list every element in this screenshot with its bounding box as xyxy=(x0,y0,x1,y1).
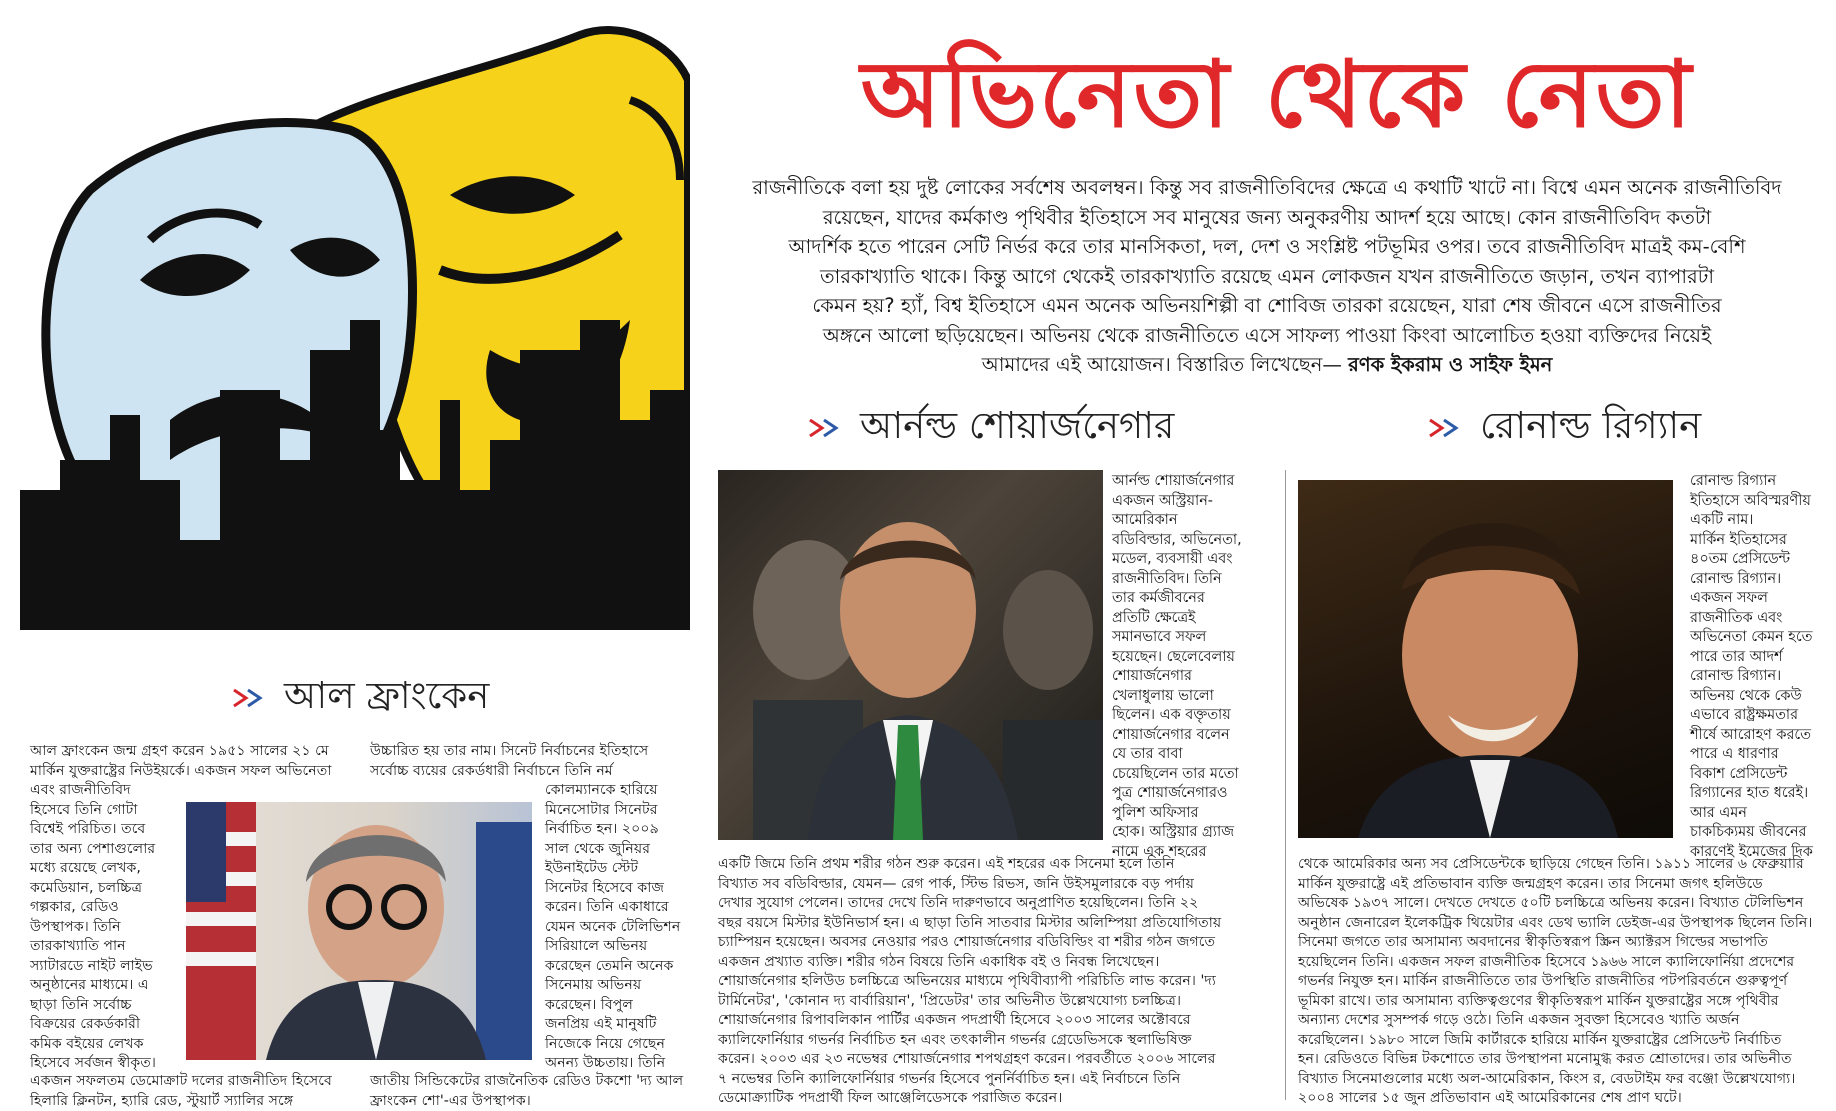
text-line: ক্যালিফোর্নিয়ার গভর্নর নির্বাচিত হন এবং তৎকালীন গভর্নর গ্রেডেভিসকে স্থলাভিষিক্ত xyxy=(718,1031,1273,1051)
text-line: ইতিহাসে অবিস্মরণীয় xyxy=(1690,492,1835,512)
text-line: বছর বয়সে মিস্টার ইউনিভার্স হন। এ ছাড়া তিনি সাতবার মিস্টার অলিম্পিয়া প্রতিযোগিতায় xyxy=(718,914,1273,934)
double-chevron-icon xyxy=(1428,417,1466,439)
text-line: অভিনয় থেকে কেউ xyxy=(1690,687,1835,707)
al-right-top xyxy=(370,742,700,781)
text-line: শীর্ষে আরোহণ করতে xyxy=(1690,726,1835,746)
text-line: করেছিলেন। ১৯৮০ সালে জিমি কার্টারকে হারিয়ে মার্কিন যুক্তরাষ্ট্রের প্রেসিডেন্ট নির্বাচিত xyxy=(1298,1031,1833,1051)
text-line: হিসেবে তিনি গোটা xyxy=(30,801,180,821)
text-line: ইউনাইটেড স্টেট xyxy=(545,859,705,879)
text-line: থেকে আমেরিকার অন্য সব প্রেসিডেন্টকে ছাড়িয়ে গেছেন তিনি। ১৯১১ সালের ৬ ফেব্রুয়ারি xyxy=(1298,855,1833,875)
text-line: যেমন অনেক টেলিভিশন xyxy=(545,918,705,938)
text-line: জনপ্রিয় এই মানুষটি xyxy=(545,1015,705,1035)
text-line: মার্কিন ইতিহাসের xyxy=(1690,531,1835,551)
text-line: করেন। তিনি একাধারে xyxy=(545,898,705,918)
text-line: নামে এক শহরের xyxy=(1112,843,1272,863)
text-line: গভর্নর নিযুক্ত হন। মার্কিন রাজনীতিতে তার উপস্থিতি রাজনীতির পটপরিবর্তনে গুরুত্বপূর্ণ xyxy=(1298,972,1833,992)
text-line: ৭ নভেম্বর তিনি ক্যালিফোর্নিয়ার গভর্নর হিসেবে পুনর্নির্বাচিত হন। এই নির্বাচনে তিনি xyxy=(718,1070,1273,1090)
text-line: দেখার সুযোগ পেলেন। তাদের দেখে তিনি দারুণভাবে অনুপ্রাণিত হয়েছিলেন। তিনি ২২ xyxy=(718,894,1273,914)
text-line: মধ্যে রয়েছে লেখক, xyxy=(30,859,180,879)
reagan-side-column xyxy=(1690,472,1835,862)
section-heading-text: রোনাল্ড রিগ্যান xyxy=(1480,404,1701,447)
text-line: পারে তার আদর্শ xyxy=(1690,648,1835,668)
text-line: হয়েছিলেন তিনি। একজন সফল রাজনীতিক হিসেবে ১৯৬৬ সালে ক্যালিফোর্নিয়া প্রদেশের xyxy=(1298,953,1833,973)
text-line: একজন সফলতম ডেমোক্রাট দলের রাজনীতিদ হিসেবে xyxy=(30,1072,365,1092)
theatre-masks-illustration xyxy=(20,20,690,650)
text-line: বিশ্বেই পরিচিত। তবে xyxy=(30,820,180,840)
text-line: ৪০তম প্রেসিডেন্ট xyxy=(1690,550,1835,570)
text-line: মডেল, ব্যবসায়ী এবং xyxy=(1112,550,1272,570)
text-line: অন্যান্য দেশের সুসম্পর্ক গড়ে ওঠে। তিনি একজন সুবক্তা হিসেবেও খ্যাতি অর্জন xyxy=(1298,1011,1833,1031)
text-line: উপস্থাপক। তিনি xyxy=(30,918,180,938)
text-line: রাজনীতিবিদ। তিনি xyxy=(1112,570,1272,590)
text-line: সর্বোচ্চ ব্যয়ের রেকর্ডধারী নির্বাচনে তিনি নর্ম xyxy=(370,762,700,782)
intro-line: আদর্শিক হতে পারেন সেটি নির্ভর করে তার মানসিকতা, দল, দেশ ও সংশ্লিষ্ট পটভূমির ওপর। তবে রাজনীতিবিদ মাত্রই কম-বেশি xyxy=(712,232,1822,262)
intro-line: অঙ্গনে আলো ছড়িয়েছেন। অভিনয় থেকে রাজনীতিতে এসে সাফল্য পাওয়া কিংবা আলোচিত হওয়া ব্যক্তিদের নিয়েই xyxy=(712,321,1822,351)
text-line: সিনেমা জগতে তার অসামান্য অবদানের স্বীকৃতিস্বরূপ স্ক্রিন অ্যাক্টরস গিল্ডের সভাপতি xyxy=(1298,933,1833,953)
text-line: আল ফ্রাংকেন জন্ম গ্রহণ করেন ১৯৫১ সালের ২১ মে xyxy=(30,742,365,762)
text-line: বডিবিল্ডার, অভিনেতা, xyxy=(1112,531,1272,551)
text-line: ফ্রাংকেন শো'-এর উপস্থাপক। xyxy=(370,1092,705,1111)
text-line: করেছেন তেমনি অনেক xyxy=(545,957,705,977)
text-line: টার্মিনেটর', 'কোনান দ্য বার্বারিয়ান', 'প্রিডেটর' তার অভিনীত উল্লেখযোগ্য চলচ্চিত্র। xyxy=(718,992,1273,1012)
section-heading-reagan xyxy=(1428,402,1701,450)
al-left-column xyxy=(30,781,180,1074)
text-line: রোনাল্ড রিগ্যান। xyxy=(1690,570,1835,590)
text-line: মার্কিন যুক্তরাষ্ট্রে এই প্রতিভাবান ব্যক্তি জন্মগ্রহণ করেন। তার সিনেমা জগৎ হলিউডে xyxy=(1298,875,1833,895)
al-franken-photo xyxy=(186,802,532,1060)
text-line: হয়েছেন। ছেলেবেলায় xyxy=(1112,648,1272,668)
page-headline: অভিনেতা থেকে নেতা xyxy=(752,30,1802,160)
text-line: ছিলেন। এক বক্তৃতায় xyxy=(1112,706,1272,726)
al-left-top xyxy=(30,742,365,781)
text-line: শোয়ার্জনেগার xyxy=(1112,667,1272,687)
text-line: অনুষ্ঠানের মাধ্যমে। এ xyxy=(30,976,180,996)
text-line: একটি জিমে তিনি প্রথম শরীর গঠন শুরু করেন। এই শহরের এক সিনেমা হলে তিনি xyxy=(718,855,1273,875)
text-line: করেন। ২০০৩ এর ২৩ নভেম্বর শোয়ার্জনেগার শপথগ্রহণ করেন। পরবর্তীতে ২০০৬ সালের xyxy=(718,1050,1273,1070)
reagan-photo xyxy=(1298,480,1673,838)
text-line: একজন সফল xyxy=(1690,589,1835,609)
text-line: অভিনেতা কেমন হতে xyxy=(1690,628,1835,648)
arnold-bottom-column xyxy=(718,855,1273,1109)
text-line: রাজনীতিক এবং xyxy=(1690,609,1835,629)
text-line: তার অন্য পেশাগুলোর xyxy=(30,840,180,860)
text-line: বিক্রয়ের রেকর্ডকারী xyxy=(30,1015,180,1035)
text-line: আর এমন xyxy=(1690,804,1835,824)
text-line: নির্বাচিত হন। ২০০৯ xyxy=(545,820,705,840)
text-line: কারণেই ইমেজের দিক xyxy=(1690,843,1835,863)
text-line: শোয়ার্জনেগার বলেন xyxy=(1112,726,1272,746)
section-heading-text: আর্নল্ড শোয়ার্জনেগার xyxy=(860,404,1174,447)
al-left-bottom xyxy=(30,1072,365,1111)
text-line: একটি নাম। xyxy=(1690,511,1835,531)
text-line: বিকাশ প্রেসিডেন্ট xyxy=(1690,765,1835,785)
text-line: তারকাখ্যাতি পান xyxy=(30,937,180,957)
text-line: আর্নল্ড শোয়ার্জনেগার xyxy=(1112,472,1272,492)
text-line: তার কর্মজীবনের xyxy=(1112,589,1272,609)
text-line: ভূমিকা রাখে। তার অসামান্য ব্যক্তিত্বগুণের স্বীকৃতিস্বরূপ মার্কিন যুক্তরাষ্ট্রের সঙ্গে পৃথিবীর xyxy=(1298,992,1833,1012)
text-line: জাতীয় সিন্ডিকেটের রাজনৈতিক রেডিও টকশো 'দ্য আল xyxy=(370,1072,705,1092)
text-line: কমিক বইয়ের লেখক xyxy=(30,1035,180,1055)
reagan-bottom-column xyxy=(1298,855,1833,1109)
text-line: চেয়েছিলেন তার মতো xyxy=(1112,765,1272,785)
text-line: সিনেটর হিসেবে কাজ xyxy=(545,879,705,899)
text-line: চ্যাম্পিয়ন হয়েছেন। অবসর নেওয়ার পরও শোয়ার্জনেগার বডিবিল্ডিং বা শরীর গঠন জগতে xyxy=(718,933,1273,953)
text-line: একজন অস্ট্রিয়ান- xyxy=(1112,492,1272,512)
text-line: হিলারি ক্লিনটন, হ্যারি রেড, স্টুয়ার্ট স্যালির সঙ্গে xyxy=(30,1092,365,1111)
text-line: মিনেসোটার সিনেটর xyxy=(545,801,705,821)
text-line: অনুষ্ঠান জেনারেল ইলেকট্রিক থিয়েটার এবং ডেথ ভ্যালি ডেইজ-এর উপস্থাপক ছিলেন তিনি। xyxy=(1298,914,1833,934)
text-line: বিখ্যাত সব বডিবিল্ডার, যেমন— রেগ পার্ক, স্টিভ রিভস, জনি উইসমুলারকে বড় পর্দায় xyxy=(718,875,1273,895)
text-line: এভাবে রাষ্ট্রক্ষমতার xyxy=(1690,706,1835,726)
text-line: স্যাটারডে নাইট লাইভ xyxy=(30,957,180,977)
column-divider xyxy=(1285,470,1286,1100)
text-line: কমেডিয়ান, চলচ্চিত্র xyxy=(30,879,180,899)
text-line: সিরিয়ালে অভিনয় xyxy=(545,937,705,957)
text-line: উচ্চারিত হয় তার নাম। সিনেট নির্বাচনের ইতিহাসে xyxy=(370,742,700,762)
text-line: যে তার বাবা xyxy=(1112,745,1272,765)
byline: রণক ইকরাম ও সাইফ ইমন xyxy=(1348,353,1552,376)
double-chevron-icon xyxy=(232,687,270,709)
text-line: আমেরিকান xyxy=(1112,511,1272,531)
text-line: করেছেন। বিপুল xyxy=(545,996,705,1016)
text-line: সিনেমায় অভিনয় xyxy=(545,976,705,996)
text-line: হোক। অস্ট্রিয়ার গ্র্যাজ xyxy=(1112,823,1272,843)
text-line: এবং রাজনীতিবিদ xyxy=(30,781,180,801)
intro-line: রয়েছেন, যাদের কর্মকাণ্ড পৃথিবীর ইতিহাসে সব মানুষের জন্য অনুকরণীয় আদর্শ হয়ে আছে। কোন রাজনীতিবিদ কতটা xyxy=(712,203,1822,233)
text-line: হন। রেডিওতে বিভিন্ন টকশোতে তার উপস্থাপনা মনোমুগ্ধ করত শ্রোতাদের। তার অভিনীত xyxy=(1298,1050,1833,1070)
text-line: পুলিশ অফিসার xyxy=(1112,804,1272,824)
text-line: রোনাল্ড রিগ্যান xyxy=(1690,472,1835,492)
text-line: হিসেবে সর্বজন স্বীকৃত। xyxy=(30,1054,180,1074)
section-heading-al xyxy=(232,672,489,720)
text-line: শোয়ার্জনেগার হলিউড চলচ্চিত্রে অভিনয়ের মাধ্যমে পৃথিবীব্যাপী পরিচিতি লাভ করেন। 'দ্য xyxy=(718,972,1273,992)
intro-last-line: আমাদের এই আয়োজন। বিস্তারিত লিখেছেন— xyxy=(982,353,1342,376)
double-chevron-icon xyxy=(808,417,846,439)
text-line: শোয়ার্জনেগার রিপাবলিকান পার্টির একজন পদপ্রার্থী হিসেবে ২০০৩ সালের অক্টোবরে xyxy=(718,1011,1273,1031)
intro-line: রাজনীতিকে বলা হয় দুষ্ট লোকের সর্বশেষ অবলম্বন। কিন্তু সব রাজনীতিবিদের ক্ষেত্রে এ কথাটি খাটে না। বিশ্বে এমন অনেক রাজনীতিবিদ xyxy=(712,173,1822,203)
arnold-side-column xyxy=(1112,472,1272,862)
text-line: চাকচিক্যময় জীবনের xyxy=(1690,823,1835,843)
section-heading-text: আল ফ্রাংকেন xyxy=(284,674,489,717)
text-line: গল্পকার, রেডিও xyxy=(30,898,180,918)
text-line: সমানভাবে সফল xyxy=(1112,628,1272,648)
text-line: কোলম্যানকে হারিয়ে xyxy=(545,781,705,801)
text-line: রিগ্যানের হাত ধরেই। xyxy=(1690,784,1835,804)
arnold-photo xyxy=(718,470,1103,840)
intro-line: তারকাখ্যাতি থাকে। কিন্তু আগে থেকেই তারকাখ্যাতি রয়েছে এমন লোকজন যখন রাজনীতিতে জড়ান, তখন ব্যাপারটা xyxy=(712,262,1822,292)
intro-paragraph xyxy=(712,173,1822,380)
text-line: পারে এ ধারণার xyxy=(1690,745,1835,765)
text-line: অনন্য উচ্চতায়। তিনি xyxy=(545,1054,705,1074)
intro-line xyxy=(712,350,1822,380)
text-line: ডেমোক্র্যাটিক পদপ্রার্থী ফিল আঞ্জেলিডেসকে পরাজিত করেন। xyxy=(718,1089,1273,1109)
text-line: খেলাধুলায় ভালো xyxy=(1112,687,1272,707)
text-line: পুত্র শোয়ার্জনেগারও xyxy=(1112,784,1272,804)
section-heading-arnold xyxy=(808,402,1174,450)
text-line: ২০০৪ সালের ১৫ জুন প্রতিভাবান এই আমেরিকানের শেষ প্রাণ ঘটে। xyxy=(1298,1089,1833,1109)
text-line: নিজেকে নিয়ে গেছেন xyxy=(545,1035,705,1055)
text-line: সাল থেকে জুনিয়র xyxy=(545,840,705,860)
text-line: বিখ্যাত সিনেমাগুলোর মধ্যে অল-আমেরিকান, কিংস র, বেডটাইম ফর বঞ্জো উল্লেখযোগ্য। xyxy=(1298,1070,1833,1090)
text-line: একজন প্রখ্যাত ব্যক্তি। শরীর গঠন বিষয়ে তিনি একাধিক বই ও নিবন্ধ লিখেছেন। xyxy=(718,953,1273,973)
al-right-bottom xyxy=(370,1072,705,1111)
text-line: প্রতিটি ক্ষেত্রেই xyxy=(1112,609,1272,629)
al-right-column xyxy=(545,781,705,1074)
text-line: অভিষেক ১৯৩৭ সালে। দেখতে দেখতে ৫০টি চলচ্চিত্রে অভিনয় করেন। বিখ্যাত টেলিভিশন xyxy=(1298,894,1833,914)
text-line: রোনাল্ড রিগ্যান। xyxy=(1690,667,1835,687)
text-line: ছাড়া তিনি সর্বোচ্চ xyxy=(30,996,180,1016)
text-line: মার্কিন যুক্তরাষ্ট্রের নিউইয়র্কে। একজন সফল অভিনেতা xyxy=(30,762,365,782)
intro-line: কেমন হয়? হ্যাঁ, বিশ্ব ইতিহাসে এমন অনেক অভিনয়শিল্পী বা শোবিজ তারকা রয়েছেন, যারা শেষ জীবনে এসে রাজনীতির xyxy=(712,291,1822,321)
